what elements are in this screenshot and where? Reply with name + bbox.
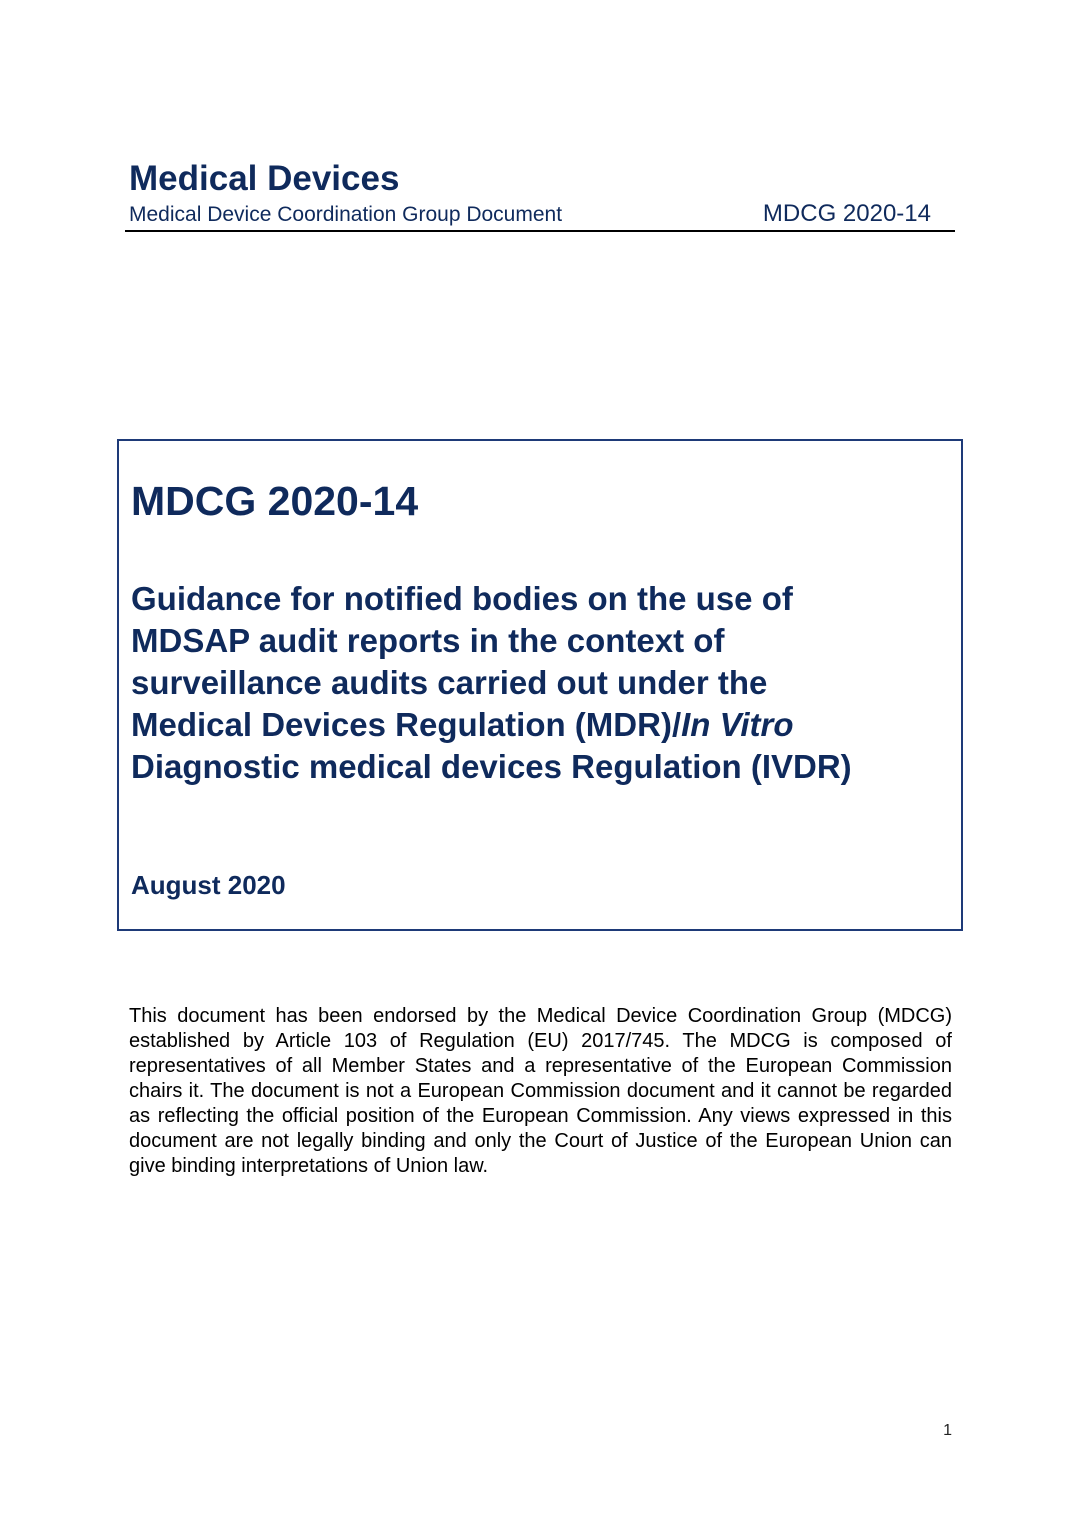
- title-box: [117, 439, 963, 931]
- document-heading: [131, 578, 951, 788]
- heading-line-text: Medical Devices Regulation (MDR)/: [131, 706, 682, 743]
- header-subtitle: Medical Device Coordination Group Document: [129, 203, 563, 226]
- heading-italic-text: In Vitro: [681, 706, 794, 743]
- header-document-code: MDCG 2020-14: [762, 200, 931, 227]
- heading-line: Guidance for notified bodies on the use of: [131, 580, 793, 617]
- page-number: 1: [943, 1422, 952, 1439]
- document-date: August 2020: [131, 870, 286, 900]
- disclaimer-paragraph: This document has been endorsed by the Medical Device Coordination Group (MDCG) established by Article 103 of Regulation (EU) 2017/745. The MDCG is composed of representatives of all Member States and a representative of the European Commission chairs it. The document is not a European Commission document and it cannot be regarded as reflecting the official position of the European Commission. Any views expressed in this document are not legally binding and only the Court of Justice of the European Union can give binding interpretations of Union law.: [129, 1005, 952, 1177]
- header-title: Medical Devices: [129, 159, 400, 198]
- header-divider: [125, 230, 955, 232]
- document-code-title: MDCG 2020-14: [131, 478, 419, 524]
- heading-line: [131, 704, 951, 746]
- heading-line: surveillance audits carried out under the: [131, 664, 768, 701]
- heading-line: MDSAP audit reports in the context of: [131, 622, 725, 659]
- heading-line: Diagnostic medical devices Regulation (IVDR): [131, 748, 852, 785]
